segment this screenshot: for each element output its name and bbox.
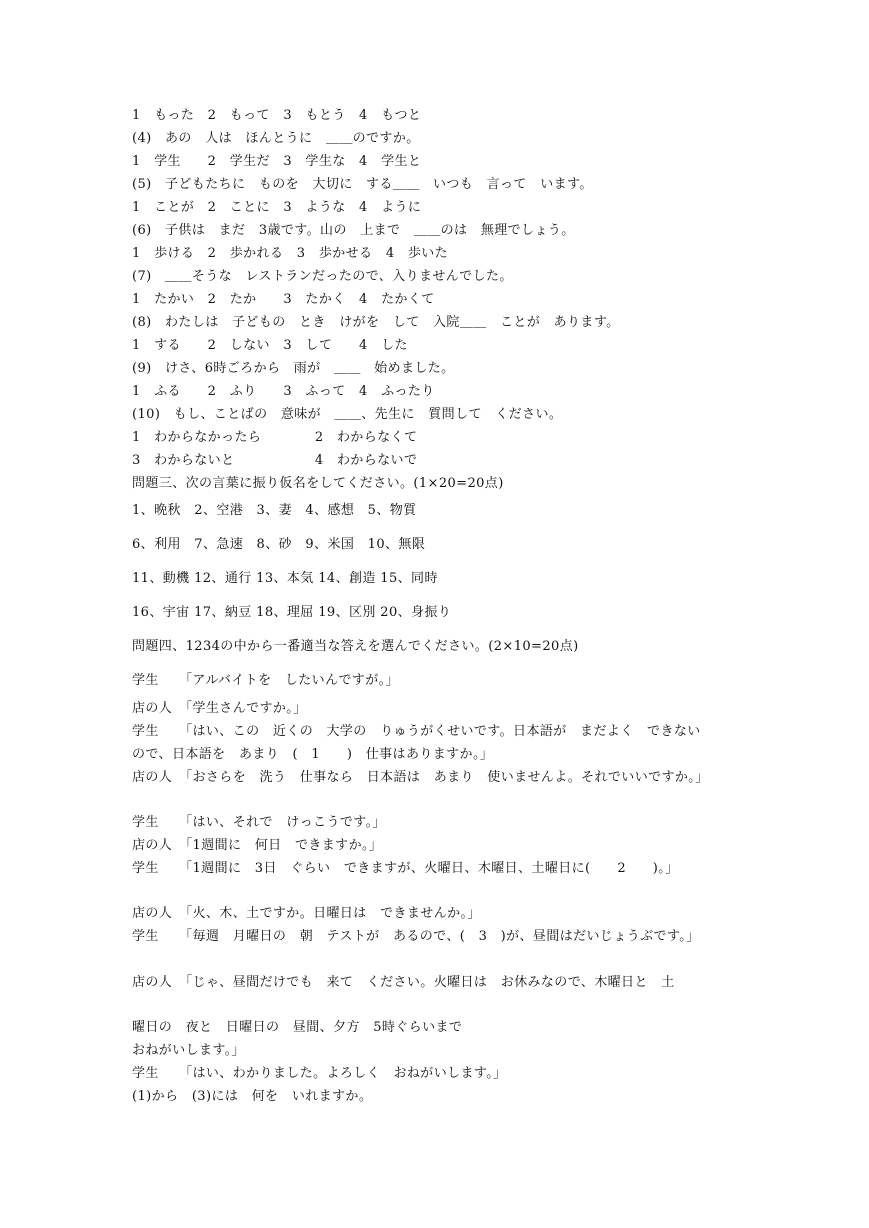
dialogue-line: 店の人 「1週間に 何日 できますか。」 — [132, 838, 383, 853]
dialogue-line: 店の人 「火、木、土ですか。日曜日は できませんか。」 — [132, 906, 481, 921]
text-line: 1 わからなかったら 2 わからなくて — [132, 430, 418, 445]
dialogue-line: 店の人 「おさらを 洗う 仕事なら 日本語は あまり 使いませんよ。それでいいですか。」 — [132, 770, 709, 785]
vocab-row: 6、利用 7、急速 8、砂 9、米国 10、無限 — [132, 537, 426, 552]
dialogue-line: 学生 「アルバイトを したいんですが。」 — [132, 673, 399, 688]
dialogue-line: おねがいします。」 — [132, 1043, 246, 1058]
dialogue-line: 学生 「はい、この 近くの 大学の りゅうがくせいです。日本語が まだよく できないので、日本語を あまり ( 1 ) 仕事はありますか。」 — [132, 724, 701, 762]
question-9: (9) けさ、6時ごろから 雨が ＿＿ 始めました。 — [132, 361, 455, 376]
dialogue-line: 学生 「毎週 月曜日の 朝 テストが あるので、( 3 )が、昼間はだいじょうぶです。」 — [132, 929, 700, 944]
vocab-row: 1、晩秋 2、空港 3、妻 4、感想 5、物質 — [132, 503, 417, 518]
dialogue-line: 学生 「はい、それで けっこうです。」 — [132, 815, 386, 830]
question-8: (8) わたしは 子どもの とき けがを して 入院＿＿ ことが あります。 — [132, 315, 620, 330]
dialogue-line: 店の人 「学生さんですか。」 — [132, 701, 307, 716]
section-heading-4: 問題四、1234の中から一番適当な答えを選んでください。(2×10=20点) — [132, 639, 579, 654]
text-line: 1 学生 2 学生だ 3 学生な 4 学生と — [132, 154, 422, 169]
vocab-row: 16、宇宙 17、納豆 18、理屈 19、区別 20、身振り — [132, 605, 452, 620]
text-line: 1 たかい 2 たか 3 たかく 4 たかくて — [132, 292, 435, 307]
question-5: (5) 子どもたちに ものを 大切に する＿＿ いつも 言って います。 — [132, 177, 593, 192]
text-line: 1 ことが 2 ことに 3 ような 4 ように — [132, 200, 422, 215]
dialogue-line: 学生 「1週間に 3日 ぐらい できますが、火曜日、木曜日、土曜日に( 2 )。」 — [132, 861, 679, 876]
dialogue-line: 曜日の 夜と 日曜日の 昼間、夕方 5時ぐらいまで — [132, 1020, 463, 1035]
text-line: 3 わからないと 4 わからないで — [132, 453, 418, 468]
text-line: 1 ふる 2 ふり 3 ふって 4 ふったり — [132, 384, 435, 399]
text-line: 1 もった 2 もって 3 もとう 4 もつと — [132, 108, 422, 123]
dialogue-line: 学生 「はい、わかりました。よろしく おねがいします。」 — [132, 1066, 507, 1081]
question-10: (10) もし、ことばの 意味が ＿＿、先生に 質問して ください。 — [132, 407, 563, 422]
question-7: (7) ＿＿そうな レストランだったので、入りませんでした。 — [132, 269, 513, 284]
text-line: 1 歩ける 2 歩かれる 3 歩かせる 4 歩いた — [132, 246, 449, 261]
question-prompt: (1)から (3)には 何を いれますか。 — [132, 1089, 373, 1104]
vocab-row: 11、動機 12、通行 13、本気 14、創造 15、同時 — [132, 571, 438, 586]
question-4: (4) あの 人は ほんとうに ＿＿のですか。 — [132, 131, 420, 146]
section-heading-3: 問題三、次の言葉に振り仮名をしてください。(1×20=20点) — [132, 476, 504, 491]
dialogue-line: 店の人 「じゃ、昼間だけでも 来て ください。火曜日は お休みなので、木曜日と 土 — [132, 975, 675, 990]
question-6: (6) 子供は まだ 3歳です。山の 上まで ＿＿のは 無理でしょう。 — [132, 223, 575, 238]
text-line: 1 する 2 しない 3 して 4 した — [132, 338, 408, 353]
